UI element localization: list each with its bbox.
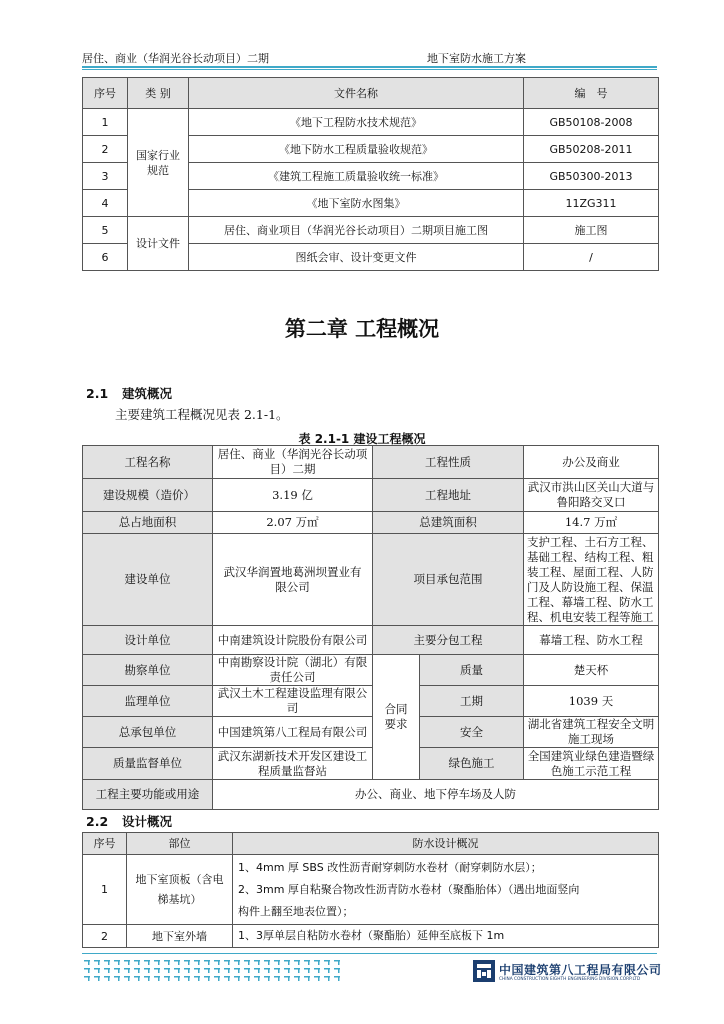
label: 安全 <box>420 717 524 748</box>
design-line: 1、4mm 厚 SBS 改性沥青耐穿刺防水卷材（耐穿刺防水层）； <box>238 860 542 874</box>
doc-name: 居住、商业项目（华润光谷长动项目）二期项目施工图 <box>189 217 524 244</box>
col-header-design: 防水设计概况 <box>233 833 659 855</box>
label: 工期 <box>420 686 524 717</box>
value: 武汉市洪山区关山大道与鲁阳路交叉口 <box>524 479 659 512</box>
value: 中国建筑第八工程局有限公司 <box>213 717 373 748</box>
label: 监理单位 <box>83 686 213 717</box>
value: 武汉土木工程建设监理有限公司 <box>213 686 373 717</box>
value: 居住、商业（华润光谷长动项目）二期 <box>213 446 373 479</box>
col-header-category: 类 别 <box>128 78 189 109</box>
label: 主要分包工程 <box>373 626 524 655</box>
section-heading-2-2 <box>86 812 172 830</box>
label: 设计单位 <box>83 626 213 655</box>
design-line: 1、3厚单层自粘防水卷材（聚酯胎）延伸至底板下 1m <box>238 929 505 942</box>
header-project-name: 居住、商业（华润光谷长动项目）二期 <box>82 52 269 65</box>
label: 总承包单位 <box>83 717 213 748</box>
doc-name: 图纸会审、设计变更文件 <box>189 244 524 271</box>
section-heading-2-1 <box>86 384 172 402</box>
row-no: 5 <box>83 217 128 244</box>
footer-company-name: 中国建筑第八工程局有限公司 <box>499 963 662 977</box>
label: 勘察单位 <box>83 655 213 686</box>
label: 总占地面积 <box>83 512 213 534</box>
part: 地下室外墙 <box>127 925 233 948</box>
row-no: 1 <box>83 855 127 925</box>
col-header-no: 序号 <box>83 78 128 109</box>
value: 3.19 亿 <box>213 479 373 512</box>
label: 质量 <box>420 655 524 686</box>
part: 地下室顶板（含电梯基坑） <box>127 855 233 925</box>
value: 武汉东湖新技术开发区建设工程质量监督站 <box>213 748 373 780</box>
footer-company-english: CHINA CONSTRUCTION EIGHTH ENGINEERING DIVISION.CORP.LTD <box>499 977 641 982</box>
value: 办公及商业 <box>524 446 659 479</box>
doc-code: 11ZG311 <box>524 190 659 217</box>
row-no: 2 <box>83 136 128 163</box>
label: 工程名称 <box>83 446 213 479</box>
col-header-doc-name: 文件名称 <box>189 78 524 109</box>
label: 项目承包范围 <box>373 534 524 626</box>
value: 中南勘察设计院（湖北）有限责任公司 <box>213 655 373 686</box>
row-no: 3 <box>83 163 128 190</box>
label: 工程性质 <box>373 446 524 479</box>
label: 建设单位 <box>83 534 213 626</box>
value: 幕墙工程、防水工程 <box>524 626 659 655</box>
design-description <box>233 855 659 925</box>
header-rule <box>82 66 657 68</box>
category-design: 设计文件 <box>128 217 189 271</box>
section-number: 2.1 <box>86 386 109 401</box>
doc-name: 《地下室防水图集》 <box>189 190 524 217</box>
value: 1039 天 <box>524 686 659 717</box>
value: 楚天杯 <box>524 655 659 686</box>
doc-code: GB50108-2008 <box>524 109 659 136</box>
row-no: 4 <box>83 190 128 217</box>
label: 总建筑面积 <box>373 512 524 534</box>
label: 合同要求 <box>373 655 420 780</box>
label: 建设规模（造价） <box>83 479 213 512</box>
value: 中南建筑设计院股份有限公司 <box>213 626 373 655</box>
header-rule-thin <box>82 69 657 70</box>
doc-name: 《地下防水工程质量验收规范》 <box>189 136 524 163</box>
page-header <box>82 50 657 64</box>
doc-name: 《地下工程防水技术规范》 <box>189 109 524 136</box>
design-line: 2、3mm 厚自粘聚合物改性沥青防水卷材（聚酯胎体）（遇出地面竖向 <box>238 882 580 896</box>
value: 湖北省建筑工程安全文明施工现场 <box>524 717 659 748</box>
value: 全国建筑业绿色建造暨绿色施工示范工程 <box>524 748 659 780</box>
value: 办公、商业、地下停车场及人防 <box>213 780 659 810</box>
section-title: 设计概况 <box>122 814 173 829</box>
section-title: 建筑概况 <box>122 386 173 401</box>
table-caption: 表 2.1-1 建设工程概况 <box>298 432 426 446</box>
waterproof-design-table <box>82 832 659 948</box>
footer-rule <box>82 953 657 954</box>
label: 质量监督单位 <box>83 748 213 780</box>
reference-documents-table <box>82 77 659 271</box>
project-overview-table <box>82 445 659 810</box>
label: 工程地址 <box>373 479 524 512</box>
section-number: 2.2 <box>86 814 109 829</box>
doc-code: GB50208-2011 <box>524 136 659 163</box>
cscec-logo-icon <box>473 960 495 982</box>
doc-name: 《建筑工程施工质量验收统一标准》 <box>189 163 524 190</box>
label: 绿色施工 <box>420 748 524 780</box>
doc-code: 施工图 <box>524 217 659 244</box>
col-header-part: 部位 <box>127 833 233 855</box>
row-no: 6 <box>83 244 128 271</box>
doc-code: / <box>524 244 659 271</box>
value: 14.7 万㎡ <box>524 512 659 534</box>
footer-decorative-pattern <box>83 959 343 981</box>
row-no: 1 <box>83 109 128 136</box>
design-description <box>233 925 659 948</box>
chapter-title: 第二章 工程概况 <box>284 317 440 341</box>
col-header-code: 编 号 <box>524 78 659 109</box>
value: 武汉华润置地葛洲坝置业有限公司 <box>213 534 373 626</box>
doc-code: GB50300-2013 <box>524 163 659 190</box>
category-national: 国家行业规范 <box>128 109 189 217</box>
value: 2.07 万㎡ <box>213 512 373 534</box>
intro-paragraph: 主要建筑工程概况见表 2.1-1。 <box>115 407 289 422</box>
col-header-no: 序号 <box>83 833 127 855</box>
label: 工程主要功能或用途 <box>83 780 213 810</box>
header-doc-title: 地下室防水施工方案 <box>427 52 526 65</box>
value: 支护工程、土石方工程、基础工程、结构工程、粗装工程、屋面工程、人防门及人防设施工程、保温工程、幕墙工程、防水工程、机电安装工程等施工 <box>524 534 659 626</box>
row-no: 2 <box>83 925 127 948</box>
design-line: 构件上翻至地表位置）； <box>238 904 354 918</box>
